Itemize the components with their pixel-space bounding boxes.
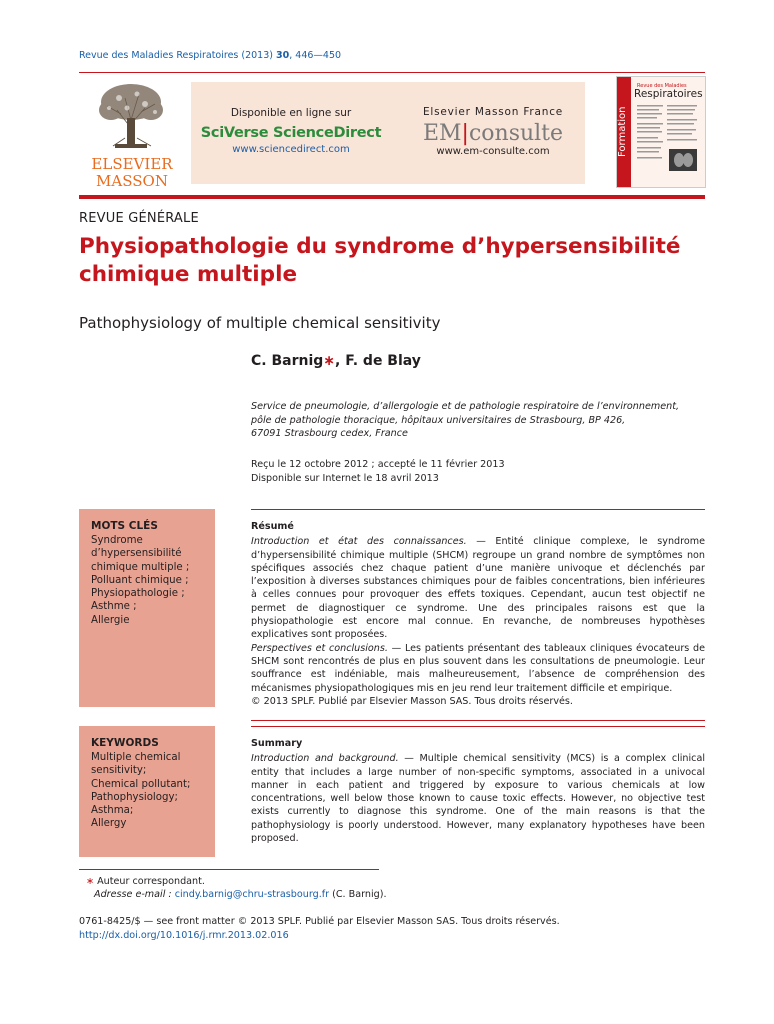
abstract-fr-paragraph xyxy=(251,642,705,695)
em-logo-separator-icon: | xyxy=(461,121,469,146)
author-list xyxy=(251,353,421,369)
corresponding-author-footnote xyxy=(86,875,387,902)
journal-pages: , 446—450 xyxy=(289,50,342,61)
elsevier-masson-logo xyxy=(79,80,189,190)
elsevier-tree-icon xyxy=(79,80,189,190)
corresponding-author-mark[interactable]: ∗ xyxy=(323,353,336,369)
masson-wordmark: MASSON xyxy=(96,172,168,190)
journal-cover-thumbnail[interactable] xyxy=(616,76,706,188)
article-title-fr: Physiopathologie du syndrome d’hypersensibilité chimique multiple xyxy=(79,234,681,287)
keyword-item: Multiple chemical xyxy=(91,752,181,763)
email-link[interactable]: cindy.barnig@chru-strasbourg.fr xyxy=(174,889,330,901)
keyword-item: Allergy xyxy=(91,818,127,830)
email-suffix: (C. Barnig). xyxy=(329,889,387,901)
keyword-item: Allergie xyxy=(91,614,130,626)
affiliation xyxy=(251,400,721,441)
keyword-item: Asthme ; xyxy=(91,601,137,613)
author-de-blay[interactable]: F. de Blay xyxy=(345,353,421,369)
issn-line: 0761-8425/$ — see front matter © 2013 SPLF. Publié par Elsevier Masson SAS. Tous droits réservés. xyxy=(79,916,560,927)
cover-image xyxy=(617,77,705,187)
keyword-item: sensitivity; xyxy=(91,765,147,777)
abstract-fr-top-rule xyxy=(251,509,705,510)
publisher-name: Elsevier Masson France xyxy=(422,106,564,118)
journal-volume: 30 xyxy=(276,50,290,61)
available-online-label: Disponible en ligne sur xyxy=(230,107,352,119)
keyword-item: Chemical pollutant; xyxy=(91,778,191,790)
em-consulte-link[interactable]: www.em-consulte.com xyxy=(436,146,550,157)
sciencedirect-logo: SciVerse ScienceDirect xyxy=(200,125,382,141)
footnote-label: Auteur correspondant. xyxy=(97,876,205,887)
abstract-fr-heading: Résumé xyxy=(251,521,294,532)
keyword-item: Pathophysiology; xyxy=(91,791,178,803)
affiliation-line: Service de pneumologie, d’allergologie et de pathologie respiratoire de l’environnement, xyxy=(251,401,679,412)
online-date: Disponible sur Internet le 18 avril 2013 xyxy=(251,472,439,484)
keyword-item: Physiopathologie ; xyxy=(91,588,185,600)
abstract-fr-text: — Entité clinique complexe, le syndrome d’hypersensibilité chimique multiple (SHCM) regroupe un grand nombre de symptômes non spécifiques associés chez chaque patient d’une manière univoque et déclenchés par l’exposition à diverses substances chimiques pour de faibles concentrations, bien inférieures à celles connues pour provoquer des effets toxiques. Cependant, aucun test objectif ne permet de diagnostiquer ce syndrome. Une des principales raisons est que la physiopathologie est encore mal connue. En revanche, de nombreuses hypothèses explicatives sont proposées. xyxy=(251,536,705,641)
journal-reference[interactable] xyxy=(79,50,341,61)
abstract-fr-paragraph xyxy=(251,535,705,641)
keyword-item: chimique multiple ; xyxy=(91,561,190,573)
abstract-fr-copyright: © 2013 SPLF. Publié par Elsevier Masson SAS. Tous droits réservés. xyxy=(251,695,573,707)
keywords-en-heading: KEYWORDS xyxy=(91,737,159,749)
affiliation-line: pôle de pathologie thoracique, hôpitaux universitaires de Strasbourg, BP 426, xyxy=(251,414,626,426)
footnote-line xyxy=(86,875,387,888)
article-section-label: REVUE GÉNÉRALE xyxy=(79,211,199,226)
publisher-banner xyxy=(79,74,705,192)
abstract-en-text: — Multiple chemical sensitivity (MCS) is a complex clinical entity that includes a large number of non-specific symptoms, associated in a univocal manner in each patient and triggered by exposure to various chemicals at low concentrations, well below those known to cause toxic effects. However, no objective test exists currently to diagnose this syndrome. One of the main reasons is that the pathophysiology is poorly understood. However, many explanatory hypotheses have been proposed. xyxy=(251,753,705,845)
keyword-item: d’hypersensibilité xyxy=(91,548,182,560)
em-consulte-logo xyxy=(403,121,583,146)
banner-bottom-rule xyxy=(79,195,705,199)
em-consulte-block[interactable] xyxy=(403,82,583,157)
elsevier-wordmark: ELSEVIER xyxy=(91,155,173,173)
abstract-fr-text: — Les patients présentant des tableaux cliniques évocateurs de SHCM sont rencontrés de plus en plus souvent dans les consultations de pneumologie. Leur souffrance est indéniable, mais malheureusement, l’absence de compréhension des mécanismes physiopathologiques mis en jeu rend leur traitement difficile et empirique. xyxy=(251,642,706,694)
email-label: Adresse e-mail : xyxy=(94,889,172,901)
abstract-fr-bottom-rule xyxy=(251,720,705,721)
abstract-en-paragraph xyxy=(251,752,705,845)
cover-title: Respiratoires xyxy=(634,88,703,100)
issn-block xyxy=(79,915,560,942)
article-title-en: Pathophysiology of multiple chemical sensitivity xyxy=(79,314,441,332)
footnote-email-line xyxy=(86,888,387,901)
keywords-en-box xyxy=(79,726,215,857)
abstract-en-top-rule xyxy=(251,726,705,727)
author-separator: , xyxy=(335,353,346,369)
abstract-fr-label: Perspectives et conclusions. xyxy=(251,642,388,654)
footnote-rule xyxy=(79,869,379,870)
abstract-fr-label: Introduction et état des connaissances. xyxy=(251,536,467,548)
keyword-item: Polluant chimique ; xyxy=(91,574,189,586)
abstract-en-heading: Summary xyxy=(251,738,303,749)
abstract-fr xyxy=(251,520,705,708)
em-logo-left: EM xyxy=(422,121,462,146)
abstract-en-label: Introduction and background. xyxy=(251,753,399,765)
received-accepted-date: Reçu le 12 octobre 2012 ; accepté le 11 février 2013 xyxy=(251,459,505,470)
article-dates xyxy=(251,458,721,485)
em-logo-right: consulte xyxy=(468,121,564,146)
keyword-item: Asthma; xyxy=(91,805,134,817)
footnote-mark: ∗ xyxy=(86,876,95,887)
cover-small-title: Revue des Maladies xyxy=(637,83,687,89)
author-barnig[interactable]: C. Barnig xyxy=(251,353,324,369)
affiliation-line: 67091 Strasbourg cedex, France xyxy=(251,428,408,439)
abstract-en xyxy=(251,737,705,845)
journal-name: Revue des Maladies Respiratoires (2013) xyxy=(79,50,273,61)
cover-side-label: Formation xyxy=(617,106,628,157)
doi-link[interactable]: http://dx.doi.org/10.1016/j.rmr.2013.02.016 xyxy=(79,929,289,941)
banner-top-rule xyxy=(79,72,705,73)
keyword-item: Syndrome xyxy=(91,535,143,546)
sciencedirect-block[interactable] xyxy=(191,82,391,155)
banner-availability xyxy=(191,82,585,184)
keywords-fr-box xyxy=(79,509,215,707)
keywords-fr-heading: MOTS CLÉS xyxy=(91,520,158,532)
sciencedirect-link[interactable]: www.sciencedirect.com xyxy=(232,144,350,155)
